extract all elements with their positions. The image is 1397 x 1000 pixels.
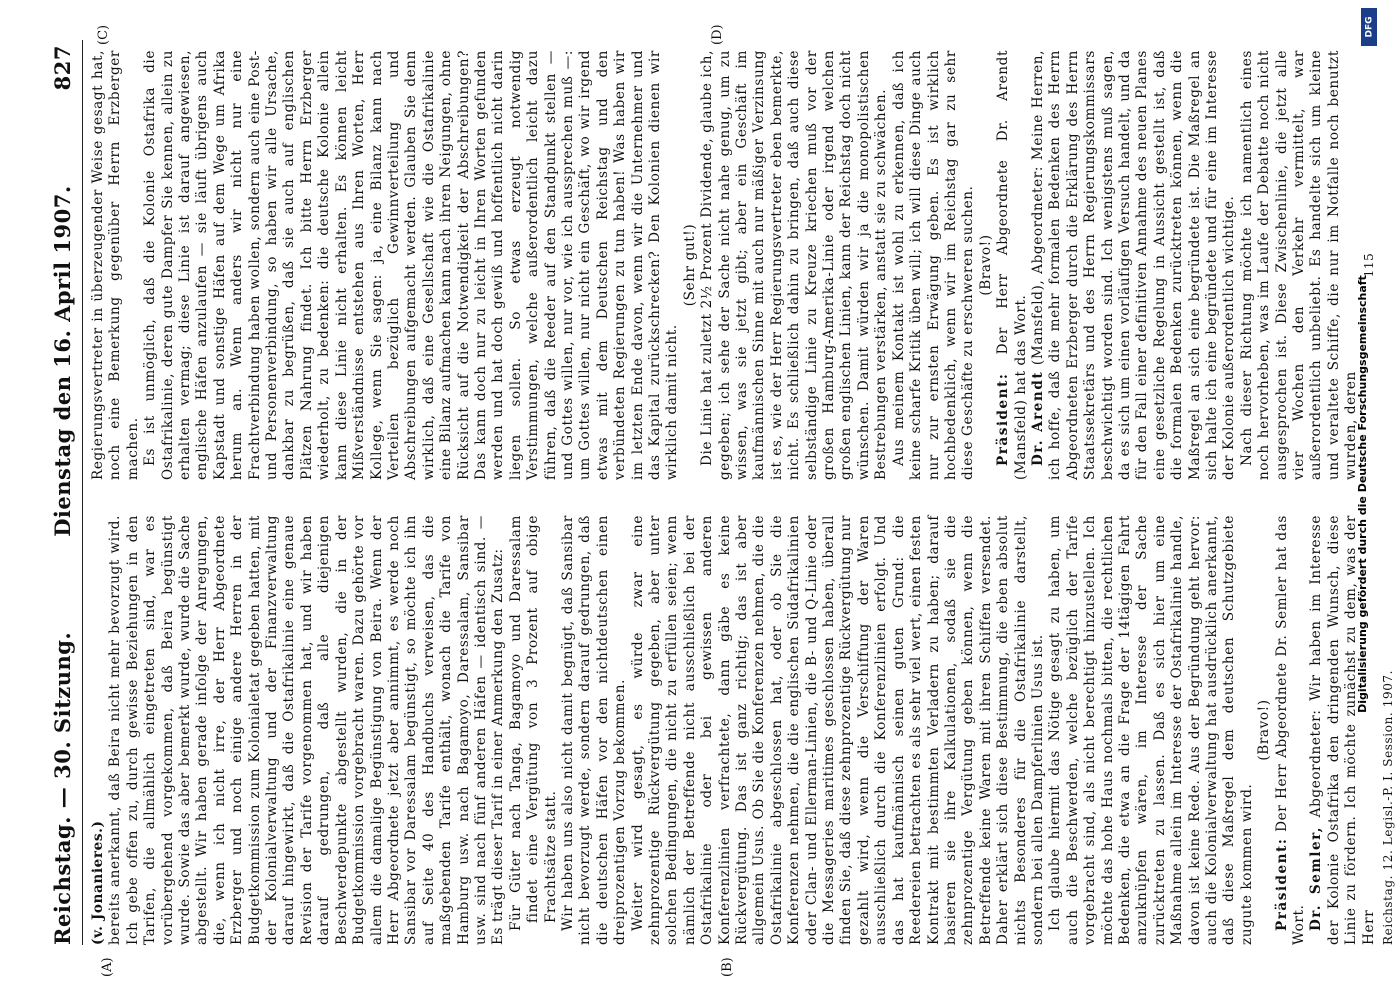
digitization-note-text: Digitalisierung gefördert durch die Deutsche Forschungsgemeinschaft: [1356, 275, 1369, 713]
speaker-text: (Mansfeld), Abgeordneter: Meine Herren, ich hoffe, daß die mehr formalen Bedenken des Herrn Abgeordneten Erzberger durch die Erklärung des Herrn Staatssekretärs und des Herrn Regierungskommissars beschwichtigt worden sind. Ich wenigstens muß sagen, da es sich um einen vorläufigen Versuch handelt, und da für den Fall einer definitiven Annahme des neuen Planes eine gesetzliche Regelung in Aussicht gestellt ist, daß die formalen Bedenken zurücktreten können, wenn die Maßregel an sich eine begründete ist. Die Maßregel an sich halte ich eine begründete und für eine im Interesse der Kolonie außerordentlich wichtige.: [1029, 50, 1238, 480]
interjection: (Bravo!): [1256, 699, 1273, 761]
paragraph: bereits anerkannt, daß Beira nicht mehr bevorzugt wird. Ich gebe offen zu, durch gewisse Beziehungen in den Tarifen, die allmählich eingetreten sind, war es vorübergehend vorgekommen, daß Beira begünstigt wurde. Sowie das aber bemerkt wurde, wurde die Sache abgestellt. Wir haben gerade infolge der Anregungen, die, wenn ich nicht irre, der Herr Abgeordnete Erzberger und noch einige andere Herren in der Budgetkommission zum Kolonialetat gegeben hatten, mit der Kolonialverwaltung und der Finanzverwaltung darauf hingewirkt, daß die Ostafrikalinie eine genaue Revision der Tarife vorgenommen hat, und wir haben darauf gedrungen, daß alle diejenigen Beschwerdepunkte abgestellt wurden, die in der Budgetkommission vorgebracht waren. Dazu gehörte vor allem die damalige Begünstigung von Beira. Wenn der Herr Abgeordnete jetzt aber annimmt, es werde noch Sansibar vor Daressalam begünstigt, so möchte ich ihn auf Seite 40 des Handbuchs verweisen, das die maßgebenden Tarife enthält, wonach die Tarife von Hamburg usw. nach Bagamoyo, Daressalam, Sansibar usw. sind nach fünf anderen Häfen — identisch sind. — Es trägt dieser Tarif in einer Anmerkung den Zusatz:: [107, 515, 507, 945]
dfg-logo: DFG: [1361, 8, 1377, 46]
speaker-label: Dr. Semler,: [1308, 826, 1325, 931]
left-column: [90, 515, 1397, 945]
page-footer: Reichstag. 12. Legisl.-P. I. Session. 1907.: [1381, 669, 1396, 945]
margin-marker-b: (B): [720, 957, 735, 977]
speaker-text: Der Herr Abgeordnete Dr. Semler hat das Wort.: [1273, 515, 1308, 945]
paragraph: Regierungsvertreter in überzeugender Weise gesagt hat, noch eine Bemerkung gegenüber Herrn Erzberger machen.: [90, 50, 141, 480]
right-column: [90, 50, 1378, 480]
speaker-label: Dr. Arendt: [1029, 370, 1046, 466]
digitization-note: [1356, 4, 1378, 996]
header-page-number: 827: [50, 45, 75, 91]
speaker-text: Abgeordneter: Wir haben im Interesse der Kolonie Ostafrika den dringenden Wunsch, diese Linie zu fördern. Ich möchte zunächst zu dem, was der Herr: [1308, 515, 1377, 945]
header-rule: [82, 40, 83, 945]
margin-marker-c: (C): [96, 24, 111, 45]
header-left: Reichstag. — 30. Sitzung.: [50, 631, 75, 945]
speaker-label: Präsident:: [1273, 837, 1290, 931]
interjection: (Sehr gut!): [681, 223, 698, 307]
speaker-label: Präsident:: [995, 372, 1012, 466]
speaker-text: Der Herr Abgeordnete Dr. Arendt (Mansfeld) hat das Wort.: [995, 49, 1029, 480]
signature-number: 115: [1361, 252, 1376, 278]
page-header: [50, 45, 80, 945]
margin-marker-a: (A): [100, 957, 115, 977]
paragraph: Aus meinem Kontakt ist wohl zu erkennen, daß ich keine scharfe Kritik üben will; ich will diese Dinge auch nur zur ernsten Erwägung geben. Es ist wirklich hochbedenklich, wenn wir im Reichstag gar zu sehr diese Geschäfte zu erschweren suchen.: [890, 50, 977, 480]
header-center: Dienstag den 16. April 1907.: [50, 185, 75, 537]
paragraph: Ich glaube hiermit das Nötige gesagt zu haben, um auch die Beschwerden, welche bezüglich der Tarife vorgebracht sind, als nicht berechtigt hinzustellen. Ich möchte das hohe Haus nochmals bitten, die rechtlichen Bedenken, die etwa an die Frage der 14tägigen Fahrt anzuknüpfen wären, im Interesse der Sache zurücktreten zu lassen. Daß es sich hier um eine Maßnahme allein im Interesse der Ostafrikalinie handle, davon ist keine Rede. Aus der Begründung geht hervor: auch die Kolonialverwaltung hat ausdrücklich anerkannt, daß diese Maßregel dem deutschen Schutzgebiete zugute kommen wird.: [1047, 515, 1255, 945]
margin-marker-d: (D): [710, 24, 725, 45]
speaker-tag: (v. Jonanieres.): [90, 820, 106, 945]
paragraph: Nach dieser Richtung möchte ich namentlich eines noch hervorheben, was im Laufe der Debatte noch nicht ausgesprochen ist. Diese Zwischenlinie, die jetzt alle vier Wochen den Verkehr vermittelt, war außerordentlich unbeliebt. Es handelte sich um kleine und veraltete Schiffe, die nur im Notfalle noch benutzt wurden, deren: [1238, 50, 1360, 480]
paragraph: Es ist unmöglich, daß die Kolonie Ostafrika die Ostafrikalinie, deren gute Dampfer Sie kennen, allein zu erhalten vermag; diese Linie ist darauf angewiesen, englische Häfen anzulaufen — sie läuft übrigens auch Kapstadt und sonstige Häfen auf dem Wege um Afrika herum an. Wenn anders wir nicht nur eine Frachtverbindung haben wollen, sondern auch eine Post- und Personenverbindung, so haben wir alle Ursache, dankbar zu begrüßen, daß sie auch auf englischen Plätzen Nahrung findet. Ich bitte Herrn Erzberger wiederholt, zu bedenken: die deutsche Kolonie allein kann diese Linie nicht erhalten. Es können leicht Mißverständnisse entstehen aus Ihren Worten, Herr Kollege, wenn Sie sagen: ja, eine Bilanz kann nach Verteilen bezüglich Gewinnverteilung und Abschreibungen aufgemacht werden. Glauben Sie denn wirklich, daß eine Gesellschaft wie die Ostafrikalinie eine Bilanz aufmachen kann nach ihren Neigungen, ohne Rücksicht auf die Notwendigkeit der Abschreibungen? Das kann doch nur zu leicht in Ihren Worten gefunden werden und hat doch gewiß und hoffentlich nicht darin liegen sollen. So etwas erzeugt notwendig Verstimmungen, welche außerordentlich leicht dazu führen, daß die Reeder auf den Standpunkt stellen — und Gottes willen, nur vor, wie ich aussprechen muß —: um Gottes willen, nur nicht ein Geschäft, wo wir irgend etwas mit dem Deutschen Reichstag und den verbündeten Regierungen zu tun haben! Was haben wir im letzten Ende davon, wenn wir die Unternehmer und das Kapital zurückschrecken? Den Kolonien dienen wir wirklich damit nicht.: [142, 50, 681, 480]
paragraph: Die Linie hat zuletzt 2½ Prozent Dividende, glaube ich, gegeben; ich sehe der Sache nicht nahe genug, um zu wissen, was sie jetzt gibt; aber ein Geschäft im kaufmännischen Sinne mit auch nur mäßiger Verzinsung ist es, wie der Herr Regierungsvertreter eben bemerkte, nicht. Es schließlich dahin zu bringen, daß auch diese selbständige Linie zu Kreuze kriechen muß vor der großen Hamburg-Amerika-Linie oder irgend welchen großen englischen Linien, kann der Reichstag doch nicht wünschen. Damit würden wir ja die monopolistischen Bestrebungen verstärken, anstatt sie zu schwächen.: [699, 50, 890, 480]
quote: Für Güter nach Tanga, Bagamoyo und Daressalam findet eine Vergütung von 3 Prozent auf obige Frachtsätze statt.: [507, 515, 559, 931]
paragraph: Wir haben uns also nicht damit begnügt, daß Sansibar nicht bevorzugt werde, sondern darauf gedrungen, daß die deutschen Häfen vor den nichtdeutschen einen dreiprozentigen Vorzug bekommen.: [559, 515, 629, 945]
interjection: (Bravo!): [977, 234, 994, 296]
paragraph: Weiter wird gesagt, es würde zwar eine zehnprozentige Rückvergütung gegeben, aber unter solchen Bedingungen, die nicht zu erfüllen seien; wenn nämlich der Betreffende nicht ausschließlich bei der Ostafrikalinie oder bei gewissen anderen Konferenzlinien verfrachtete, dann gäbe es keine Rückvergütung. Das ist ganz richtig; das ist aber allgemein Usus. Ob Sie die Konferenzen nehmen, die die Ostafrikalinie abgeschlossen hat, oder ob Sie die Konferenzen nehmen, die die englischen Südafrikalinien oder Clan- und Ellerman-Linien, die B- und Q-Linie oder die Messageries maritimes geschlossen haben, überall finden Sie, daß diese zehnprozentige Rückvergütung nur gezahlt wird, wenn die Verschiffung der Waren ausschließlich durch die Konferenzlinien erfolgt. Und das hat kaufmännisch seinen guten Grund: die Reedereien betrachten es als sehr viel wert, einen festen Kontrakt mit bestimmten Verladern zu haben; darauf basieren sie ihre Kalkulationen, sodaß sie die zehnprozentige Vergütung geben können, wenn die Betreffende keine Waren mit ihren Schiffen versendet. Daher erklärt sich diese Bestimmung, die eben absolut nichts Besonderes für die Ostafrikalinie darstellt, sondern bei allen Dampferlinien Usus ist.: [629, 515, 1046, 945]
